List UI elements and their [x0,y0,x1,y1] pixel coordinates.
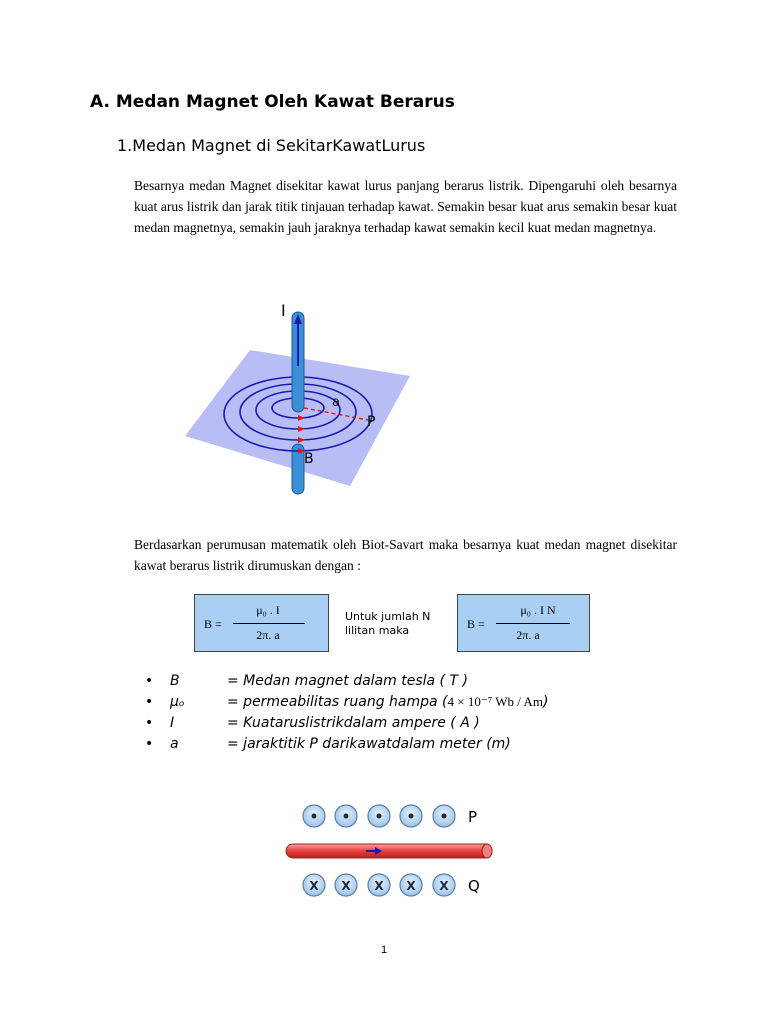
definition-symbol: B [170,673,180,689]
definition-text: = jaraktitik P darikawatdalam meter (m) [227,736,511,752]
cross-symbol: X [374,879,384,893]
definition-text: = Medan magnet dalam tesla ( T ) [227,673,468,689]
subsection-heading: 1.Medan Magnet di SekitarKawatLurus [117,136,426,155]
label-I: I [281,301,286,320]
cross-symbol: X [341,879,351,893]
cross-symbol: X [309,879,319,893]
formula-note-line2: lilitan maka [345,624,410,637]
wire-field-figure [180,296,420,501]
section-heading: A. Medan Magnet Oleh Kawat Berarus [90,92,455,112]
intro-paragraph: Besarnya medan Magnet disekitar kawat lurus panjang berarus listrik. Dipengaruhi oleh besarnya kuat arus listrik dan jarak titik tinjauan terhadap kawat. Semakin besar kuat arus semakin besar kuat medan magnetnya, semakin jauh jaraknya terhadap kawat semakin kecil kuat medan magnetnya. [134,178,677,235]
label-B: B [304,451,314,467]
formula2-denominator: 2π. a [516,628,540,642]
field-direction-figure [280,800,500,900]
cross-symbol: X [406,879,416,893]
bullet: • [145,694,154,710]
formula-box-2 [457,594,590,652]
label-P: P [367,414,376,430]
bullet: • [145,715,154,731]
red-wire [286,844,492,858]
permeability-value: 4 × 10⁻⁷ Wb / Am [447,694,543,709]
formula-box-1 [194,594,329,652]
wire-end [482,844,492,858]
bullet: • [145,673,154,689]
formula2-fraction-bar [496,623,570,624]
formula1-lhs: B = [204,617,222,631]
dot-symbol [312,814,317,819]
formula1-numerator: μ₀ . I [256,603,280,617]
formula1-fraction-bar [233,623,305,624]
dot-circles [303,805,455,827]
label-Q: Q [468,877,480,895]
dot-symbol [344,814,349,819]
definition-text: = Kuataruslistrikdalam ampere ( A ) [227,715,480,731]
biot-savart-paragraph: Berdasarkan perumusan matematik oleh Biot-Savart maka besarnya kuat medan magnet disekitar kawat berarus listrik dirumuskan dengan : [134,537,677,573]
formula2-numerator: μ₀ . I N [520,603,556,617]
definition-symbol: μₒ [170,694,185,710]
cross-circles [303,874,455,896]
bullet: • [145,736,154,752]
cross-symbol: X [439,879,449,893]
dot-symbol [442,814,447,819]
dot-symbol [409,814,414,819]
formula-note-line1: Untuk jumlah N [345,610,431,623]
definition-close: ) [542,694,549,710]
formula1-denominator: 2π. a [256,628,280,642]
page-number: 1 [380,944,388,956]
definition-text-wrap [227,694,548,710]
definition-text: = permeabilitas ruang hampa ( [227,694,448,710]
dot-symbol [377,814,382,819]
label-P: P [468,808,478,826]
formula-note [345,610,430,638]
label-a: a [332,395,340,410]
formula2-lhs: B = [467,617,485,631]
definition-symbol: I [170,715,175,731]
definition-symbol: a [170,736,179,752]
